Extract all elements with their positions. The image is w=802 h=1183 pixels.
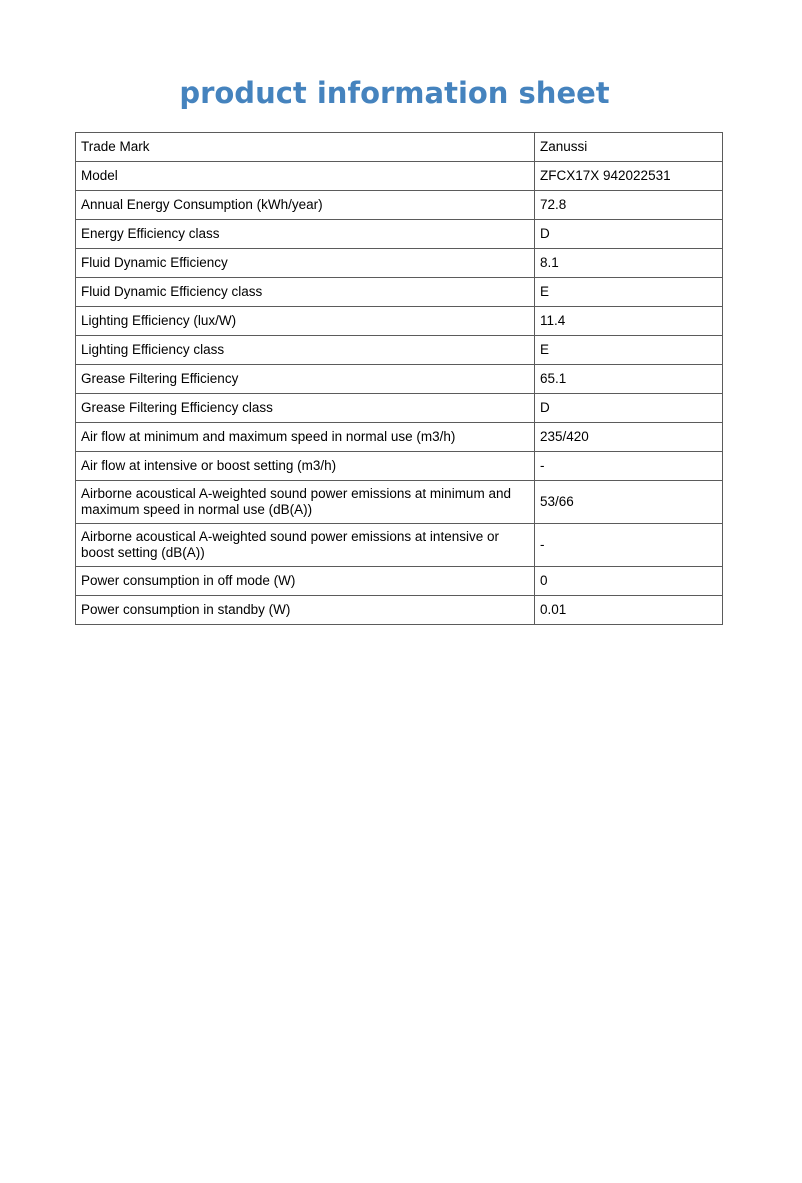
table-row bbox=[76, 249, 723, 278]
row-value: 65.1 bbox=[535, 365, 723, 394]
row-label: Fluid Dynamic Efficiency class bbox=[76, 278, 535, 307]
row-value: Zanussi bbox=[535, 133, 723, 162]
table-row bbox=[76, 423, 723, 452]
table-row bbox=[76, 133, 723, 162]
row-value: 235/420 bbox=[535, 423, 723, 452]
row-label: Air flow at intensive or boost setting (m3/h) bbox=[76, 452, 535, 481]
row-value: - bbox=[535, 524, 723, 567]
table-row bbox=[76, 162, 723, 191]
row-label: Grease Filtering Efficiency class bbox=[76, 394, 535, 423]
table-row bbox=[76, 452, 723, 481]
row-value: E bbox=[535, 336, 723, 365]
document-page bbox=[75, 76, 714, 625]
row-value: E bbox=[535, 278, 723, 307]
row-label: Air flow at minimum and maximum speed in normal use (m3/h) bbox=[76, 423, 535, 452]
row-label: Fluid Dynamic Efficiency bbox=[76, 249, 535, 278]
row-label: Annual Energy Consumption (kWh/year) bbox=[76, 191, 535, 220]
table-row bbox=[76, 596, 723, 625]
row-label: Lighting Efficiency (lux/W) bbox=[76, 307, 535, 336]
row-label: Model bbox=[76, 162, 535, 191]
row-label: Grease Filtering Efficiency bbox=[76, 365, 535, 394]
row-value: D bbox=[535, 220, 723, 249]
row-value: - bbox=[535, 452, 723, 481]
table-body bbox=[76, 133, 723, 625]
row-label: Trade Mark bbox=[76, 133, 535, 162]
table-row bbox=[76, 191, 723, 220]
row-value: 53/66 bbox=[535, 481, 723, 524]
row-label: Power consumption in standby (W) bbox=[76, 596, 535, 625]
table-row bbox=[76, 220, 723, 249]
table-row bbox=[76, 336, 723, 365]
table-row bbox=[76, 394, 723, 423]
row-value: D bbox=[535, 394, 723, 423]
table-row bbox=[76, 567, 723, 596]
row-value: 8.1 bbox=[535, 249, 723, 278]
table-row bbox=[76, 307, 723, 336]
table-row bbox=[76, 278, 723, 307]
row-label: Power consumption in off mode (W) bbox=[76, 567, 535, 596]
row-value: 0.01 bbox=[535, 596, 723, 625]
table-row bbox=[76, 481, 723, 524]
page-title: product information sheet bbox=[179, 76, 610, 110]
row-label: Airborne acoustical A-weighted sound power emissions at minimum and maximum speed in normal use (dB(A)) bbox=[76, 481, 535, 524]
product-info-table bbox=[75, 132, 723, 625]
table-row bbox=[76, 524, 723, 567]
table-row bbox=[76, 365, 723, 394]
row-label: Lighting Efficiency class bbox=[76, 336, 535, 365]
row-value: ZFCX17X 942022531 bbox=[535, 162, 723, 191]
row-label: Energy Efficiency class bbox=[76, 220, 535, 249]
row-value: 11.4 bbox=[535, 307, 723, 336]
row-value: 72.8 bbox=[535, 191, 723, 220]
row-value: 0 bbox=[535, 567, 723, 596]
row-label: Airborne acoustical A-weighted sound power emissions at intensive or boost setting (dB(A)) bbox=[76, 524, 535, 567]
